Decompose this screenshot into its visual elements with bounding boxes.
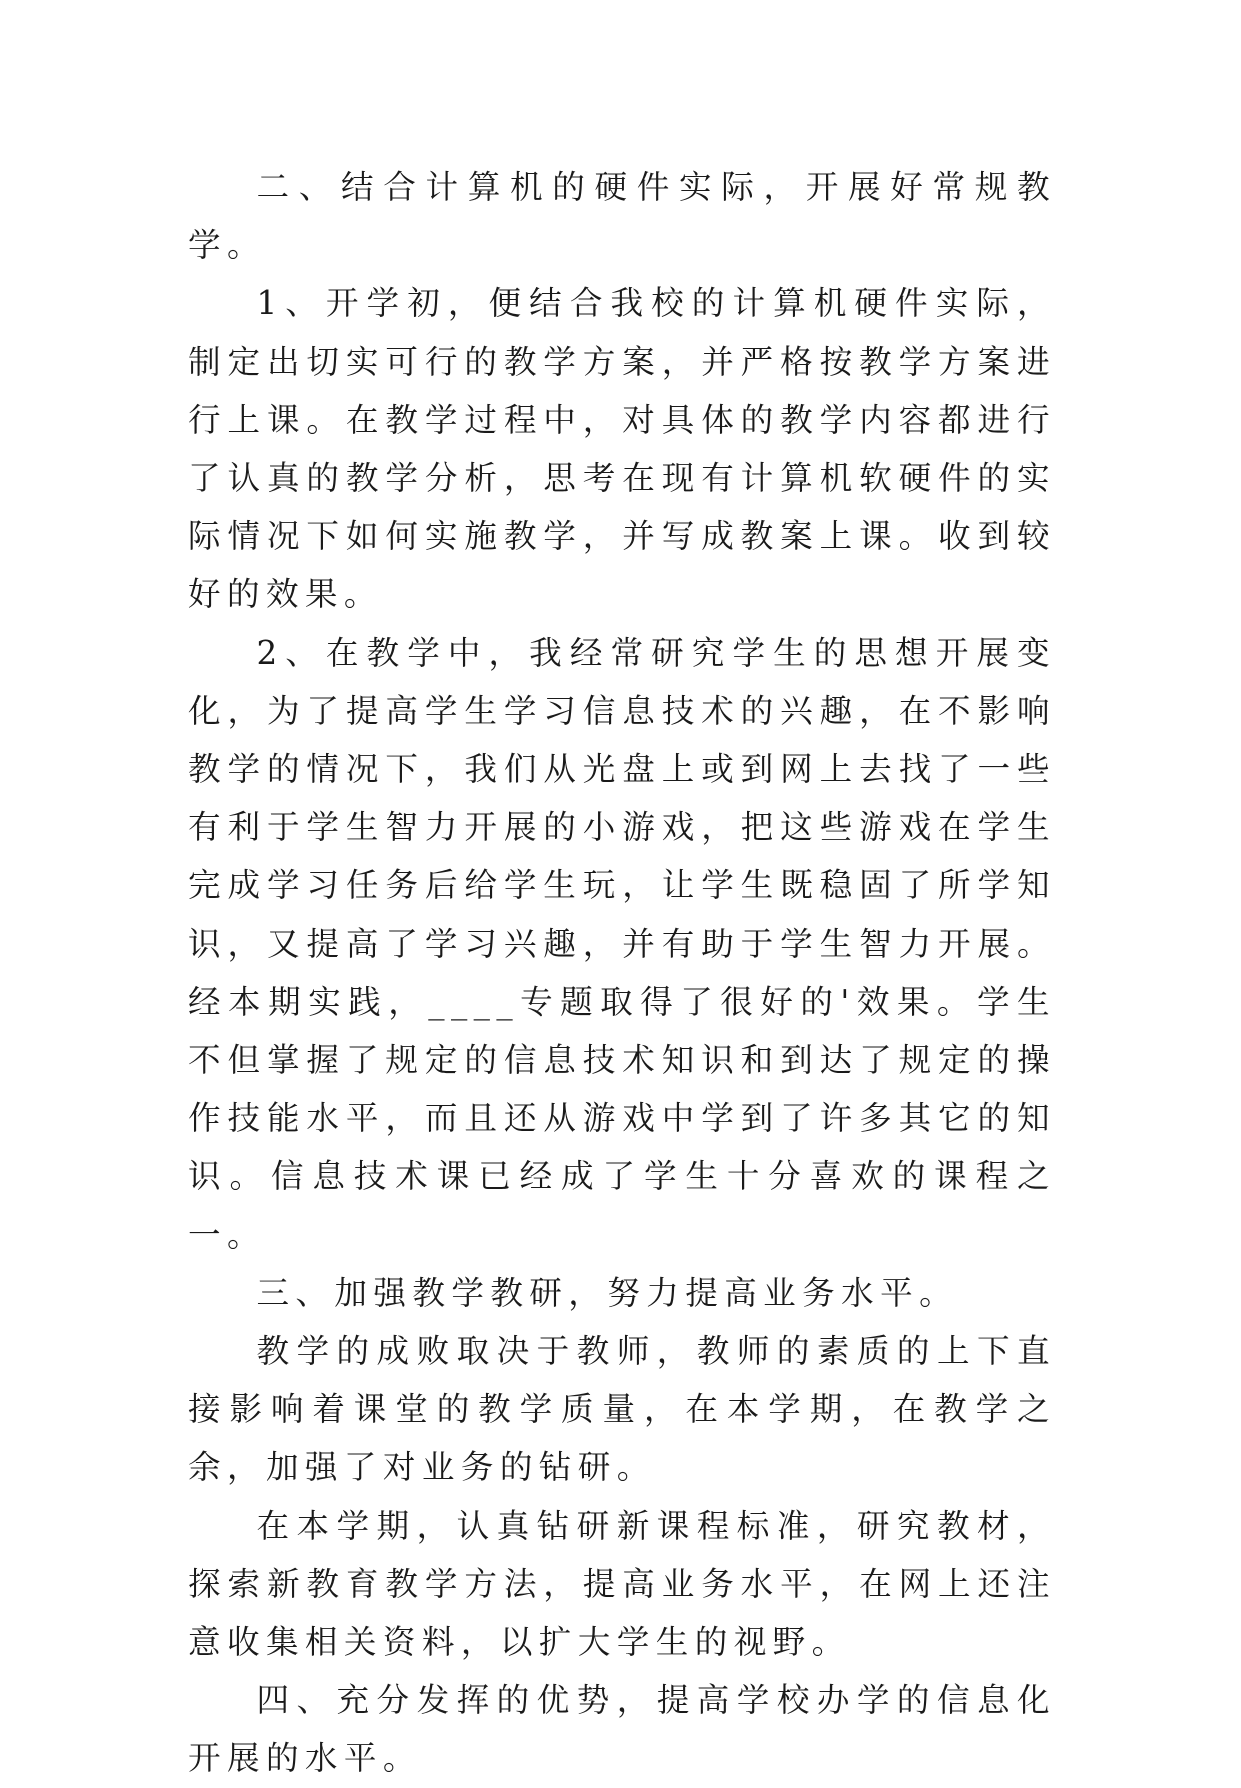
section-heading-2: 二、结合计算机的硬件实际，开展好常规教学。 [188, 168, 1056, 265]
paragraph-teaching-quality: 教学的成败取决于教师，教师的素质的上下直接影响着课堂的教学质量，在本学期，在教学之余，加强了对业务的钻研。 [188, 1332, 1056, 1487]
paragraph-item-1: 1、开学初，便结合我校的计算机硬件实际，制定出切实可行的教学方案，并严格按教学方案进行上课。在教学过程中，对具体的教学内容都进行了认真的教学分析，思考在现有计算机软硬件的实际情况下如何实施教学，并写成教案上课。收到较好的效果。 [188, 284, 1056, 614]
document-body [188, 158, 1056, 1788]
section-heading-4: 四、充分发挥的优势，提高学校办学的信息化开展的水平。 [188, 1681, 1056, 1778]
section-heading-3: 三、加强教学教研，努力提高业务水平。 [256, 1273, 959, 1312]
paragraph-item-2: 2、在教学中，我经常研究学生的思想开展变化，为了提高学生学习信息技术的兴趣，在不影响教学的情况下，我们从光盘上或到网上去找了一些有利于学生智力开展的小游戏，把这些游戏在学生完成学习任务后给学生玩，让学生既稳固了所学知识，又提高了学习兴趣，并有助于学生智力开展。经本期实践，____专题取得了很好的'效果。学生不但掌握了规定的信息技术知识和到达了规定的操作技能水平，而且还从游戏中学到了许多其它的知识。信息技术课已经成了学生十分喜欢的课程之一。 [188, 633, 1056, 1254]
paragraph-semester-study: 在本学期，认真钻研新课程标准，研究教材，探索新教育教学方法，提高业务水平，在网上还注意收集相关资料，以扩大学生的视野。 [188, 1506, 1056, 1662]
